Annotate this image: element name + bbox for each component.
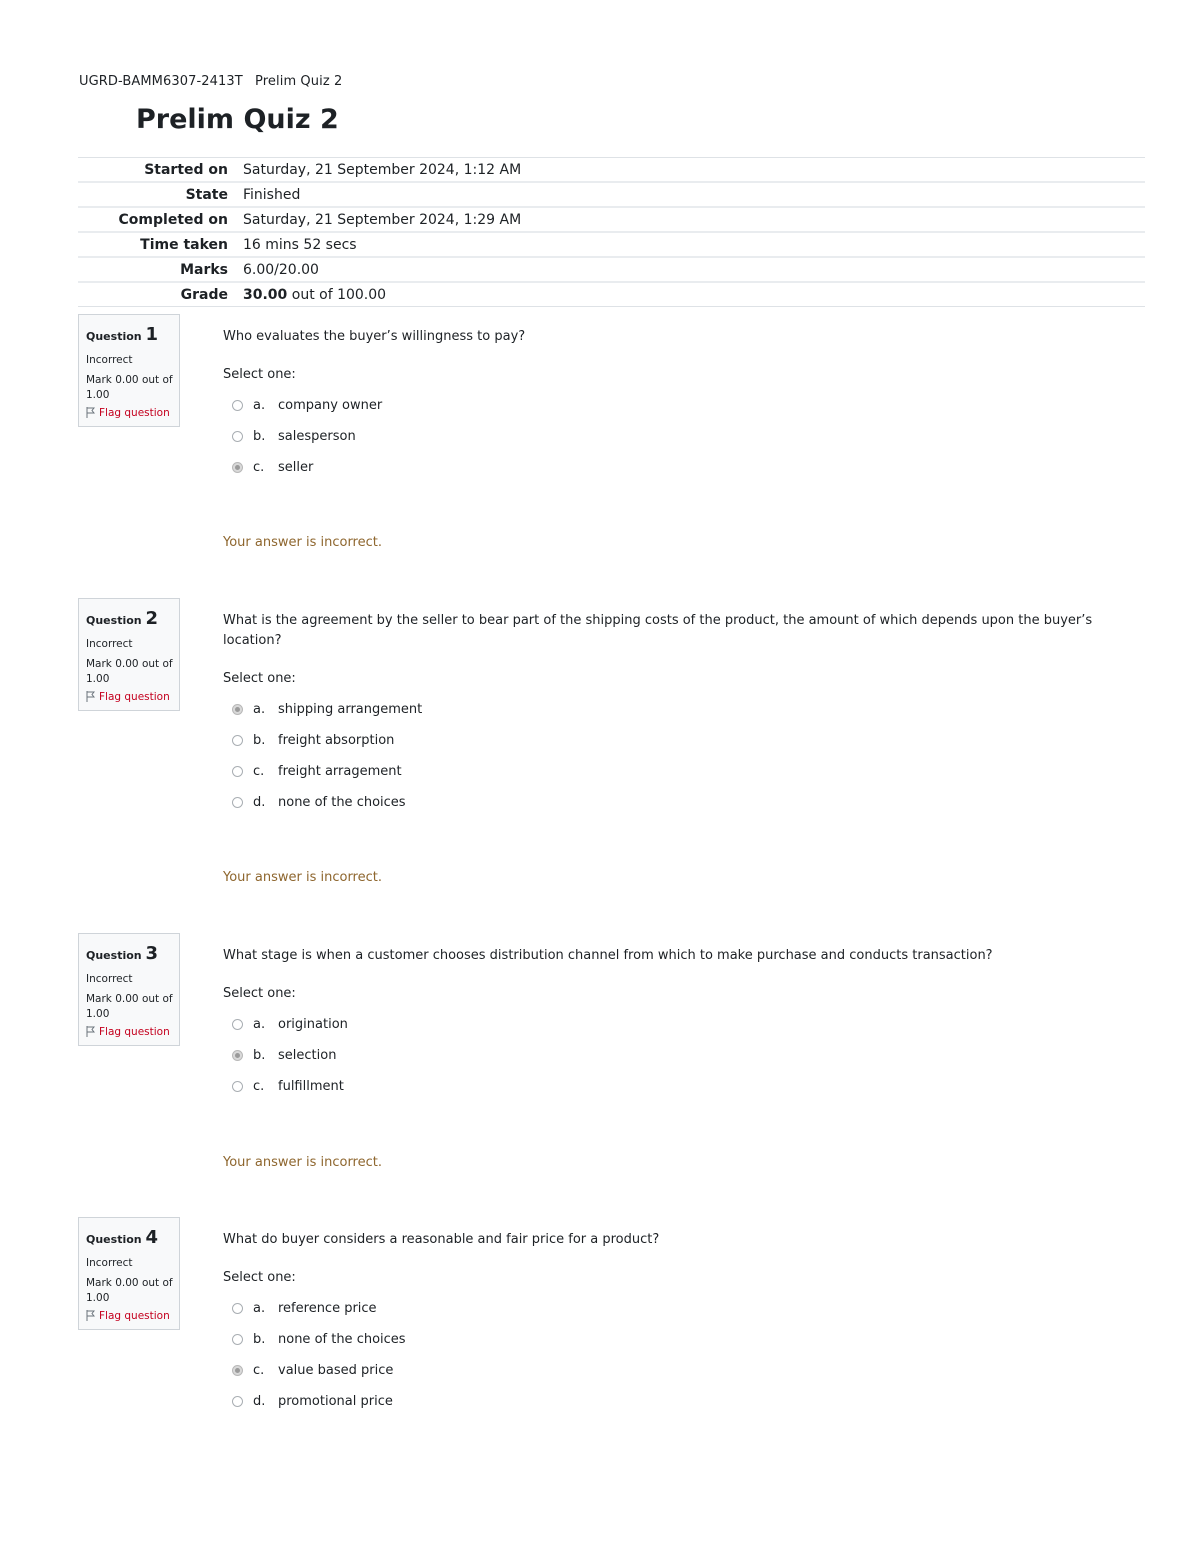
summary-value: 6.00/20.00 (243, 261, 319, 278)
radio-button[interactable] (232, 1303, 243, 1314)
option-text: promotional price (278, 1394, 393, 1409)
answer-option-b[interactable] (223, 725, 1103, 756)
option-letter: a. (253, 1301, 266, 1316)
option-letter: c. (253, 1079, 265, 1094)
flag-question-label: Flag question (99, 1309, 170, 1322)
question-number-value: 3 (145, 943, 158, 964)
option-letter: b. (253, 429, 266, 444)
question-mark: Mark 0.00 out of 1.00 (86, 993, 173, 1020)
question-info-box (78, 314, 180, 427)
option-letter: d. (253, 795, 266, 810)
question-label: Question (86, 1233, 142, 1246)
summary-label: Time taken (140, 236, 228, 253)
option-letter: b. (253, 1332, 266, 1347)
option-text: none of the choices (278, 1332, 406, 1347)
question-info-box (78, 598, 180, 711)
option-letter: b. (253, 1048, 266, 1063)
select-one-prompt: Select one: (223, 367, 296, 382)
option-letter: c. (253, 1363, 265, 1378)
answer-option-c[interactable] (223, 1355, 1103, 1386)
answer-option-b[interactable] (223, 1324, 1103, 1355)
summary-row-time (78, 232, 1145, 257)
option-letter: d. (253, 1394, 266, 1409)
question-number (86, 607, 173, 631)
radio-button[interactable] (232, 431, 243, 442)
summary-row-started (78, 158, 1145, 183)
radio-button-selected[interactable] (232, 1365, 243, 1376)
flag-question-label: Flag question (99, 690, 170, 703)
option-text: salesperson (278, 429, 356, 444)
flag-question-button[interactable] (86, 1025, 173, 1039)
answer-option-b[interactable] (223, 1040, 1103, 1071)
flag-question-button[interactable] (86, 690, 173, 704)
answer-feedback: Your answer is incorrect. (223, 535, 382, 550)
option-text: fulfillment (278, 1079, 344, 1094)
radio-button-selected[interactable] (232, 704, 243, 715)
radio-button[interactable] (232, 1081, 243, 1092)
flag-icon (86, 691, 95, 702)
page-title: Prelim Quiz 2 (136, 104, 339, 135)
flag-icon (86, 407, 95, 418)
question-mark: Mark 0.00 out of 1.00 (86, 1277, 173, 1304)
option-text: freight absorption (278, 733, 395, 748)
summary-row-state (78, 182, 1145, 207)
answer-option-d[interactable] (223, 787, 1103, 818)
option-text: freight arragement (278, 764, 402, 779)
option-text: seller (278, 460, 314, 475)
question-content (223, 314, 1103, 550)
breadcrumb-quiz[interactable]: Prelim Quiz 2 (255, 74, 343, 89)
option-text: value based price (278, 1363, 394, 1378)
answer-feedback: Your answer is incorrect. (223, 1155, 382, 1170)
option-text: origination (278, 1017, 348, 1032)
question-mark: Mark 0.00 out of 1.00 (86, 658, 173, 685)
flag-icon (86, 1310, 95, 1321)
summary-label: Completed on (118, 211, 228, 228)
question-text: Who evaluates the buyer’s willingness to pay? (223, 329, 526, 344)
summary-value: Saturday, 21 September 2024, 1:29 AM (243, 211, 522, 228)
question-number (86, 942, 173, 966)
radio-button[interactable] (232, 1019, 243, 1030)
question-state: Incorrect (86, 638, 133, 651)
radio-button-selected[interactable] (232, 462, 243, 473)
question-state: Incorrect (86, 354, 133, 367)
flag-icon (86, 1026, 95, 1037)
option-text: selection (278, 1048, 337, 1063)
flag-question-label: Flag question (99, 1025, 170, 1038)
flag-question-label: Flag question (99, 406, 170, 419)
answer-option-a[interactable] (223, 1009, 1103, 1040)
answer-option-c[interactable] (223, 756, 1103, 787)
summary-row-marks (78, 257, 1145, 282)
question-text: What do buyer considers a reasonable and fair price for a product? (223, 1232, 660, 1247)
question-label: Question (86, 614, 142, 627)
question-content (223, 1217, 1103, 1417)
answer-option-a[interactable] (223, 390, 1103, 421)
question-label: Question (86, 949, 142, 962)
radio-button[interactable] (232, 400, 243, 411)
question-number-value: 4 (145, 1227, 158, 1248)
select-one-prompt: Select one: (223, 986, 296, 1001)
select-one-prompt: Select one: (223, 1270, 296, 1285)
question-info-box (78, 1217, 180, 1330)
option-letter: c. (253, 460, 265, 475)
flag-question-button[interactable] (86, 406, 173, 420)
radio-button[interactable] (232, 1396, 243, 1407)
option-text: shipping arrangement (278, 702, 423, 717)
question-state: Incorrect (86, 973, 133, 986)
option-letter: a. (253, 702, 266, 717)
radio-button[interactable] (232, 1334, 243, 1345)
answer-option-b[interactable] (223, 421, 1103, 452)
option-letter: a. (253, 398, 266, 413)
select-one-prompt: Select one: (223, 671, 296, 686)
summary-label: Marks (180, 261, 228, 278)
question-mark: Mark 0.00 out of 1.00 (86, 374, 173, 401)
question-state: Incorrect (86, 1257, 133, 1270)
option-text: company owner (278, 398, 383, 413)
question-number-value: 2 (145, 608, 158, 629)
answer-option-c[interactable] (223, 1071, 1103, 1102)
grade-value: 30.00 (243, 286, 288, 303)
option-letter: b. (253, 733, 266, 748)
summary-label: Grade (180, 286, 228, 303)
answer-option-d[interactable] (223, 1386, 1103, 1417)
summary-label: State (185, 186, 228, 203)
quiz-summary-table (78, 157, 1145, 307)
breadcrumb (79, 74, 350, 89)
option-letter: a. (253, 1017, 266, 1032)
question-text: What stage is when a customer chooses distribution channel from which to make purchase and conducts transaction? (223, 948, 993, 963)
summary-value (243, 282, 1145, 307)
grade-suffix: out of 100.00 (291, 286, 387, 303)
answer-option-a[interactable] (223, 694, 1103, 725)
summary-value: Finished (243, 186, 301, 203)
answer-feedback: Your answer is incorrect. (223, 870, 382, 885)
question-number (86, 1226, 173, 1250)
option-text: reference price (278, 1301, 377, 1316)
summary-value: 16 mins 52 secs (243, 236, 357, 253)
summary-value: Saturday, 21 September 2024, 1:12 AM (243, 161, 522, 178)
question-number (86, 323, 173, 347)
radio-button[interactable] (232, 797, 243, 808)
option-text: none of the choices (278, 795, 406, 810)
option-letter: c. (253, 764, 265, 779)
answer-option-c[interactable] (223, 452, 1103, 483)
summary-row-grade (78, 282, 1145, 307)
radio-button[interactable] (232, 766, 243, 777)
flag-question-button[interactable] (86, 1309, 173, 1323)
question-content (223, 933, 1103, 1170)
summary-row-completed (78, 207, 1145, 232)
breadcrumb-course[interactable]: UGRD-BAMM6307-2413T (79, 74, 243, 89)
question-number-value: 1 (145, 324, 158, 345)
question-label: Question (86, 330, 142, 343)
radio-button-selected[interactable] (232, 1050, 243, 1061)
answer-option-a[interactable] (223, 1293, 1103, 1324)
summary-label: Started on (144, 161, 228, 178)
question-info-box (78, 933, 180, 1046)
question-content (223, 598, 1103, 885)
question-text: What is the agreement by the seller to bear part of the shipping costs of the product, the amount of which depends upon the buyer’s location? (223, 613, 1093, 648)
radio-button[interactable] (232, 735, 243, 746)
